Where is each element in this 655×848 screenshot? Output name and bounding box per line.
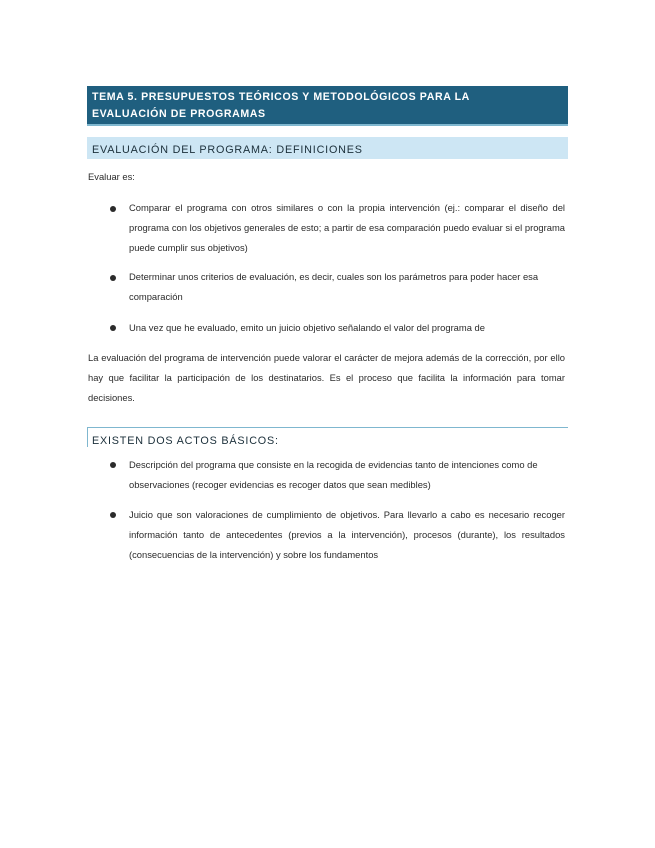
chapter-title-band <box>87 86 568 126</box>
list-item: Una vez que he evaluado, emito un juicio objetivo señalando el valor del programa de <box>129 322 485 333</box>
bullet-dot <box>110 275 116 281</box>
list-item: Determinar unos criterios de evaluación, es decir, cuales son los parámetros para poder hacer esa comparación <box>129 271 539 302</box>
section-heading-definiciones <box>87 137 568 159</box>
list-item: Descripción del programa que consiste en la recogida de evidencias tanto de intenciones como de observaciones (recoger evidencias es recoger datos que sean medibles) <box>129 459 538 490</box>
bullet-dot <box>110 325 116 331</box>
section-heading-text: EXISTEN DOS ACTOS BÁSICOS: <box>92 435 279 447</box>
bullet-dot <box>110 206 116 212</box>
chapter-title-line-2: EVALUACIÓN DE PROGRAMAS <box>92 107 266 120</box>
body-paragraph: La evaluación del programa de intervención puede valorar el carácter de mejora además de la corrección, por ello hay que facilitar la participación de los destinatarios. Es el proceso que facilita la información para tomar decisiones. <box>88 352 565 403</box>
section-heading-text: EVALUACIÓN DEL PROGRAMA: DEFINICIONES <box>92 144 363 156</box>
chapter-title-line-1: TEMA 5. PRESUPUESTOS TEÓRICOS Y METODOLÓGICOS PARA LA <box>92 91 470 103</box>
list-item: Comparar el programa con otros similares o con la propia intervención (ej.: comparar el diseño del programa con los objetivos generales de esto; a partir de esa comparación puedo evaluar si el programa puede cumplir sus objetivos) <box>129 202 565 253</box>
list-item: Juicio que son valoraciones de cumplimiento de objetivos. Para llevarlo a cabo es necesario recoger información tanto de antecedentes (previos a la intervención), procesos (durante), los resultados (consecuencias de la intervención) y sobre los fundamentos <box>129 509 565 560</box>
section-heading-actos <box>87 427 568 447</box>
intro-text: Evaluar es: <box>88 171 135 182</box>
bullet-dot <box>110 512 116 518</box>
bullet-dot <box>110 462 116 468</box>
